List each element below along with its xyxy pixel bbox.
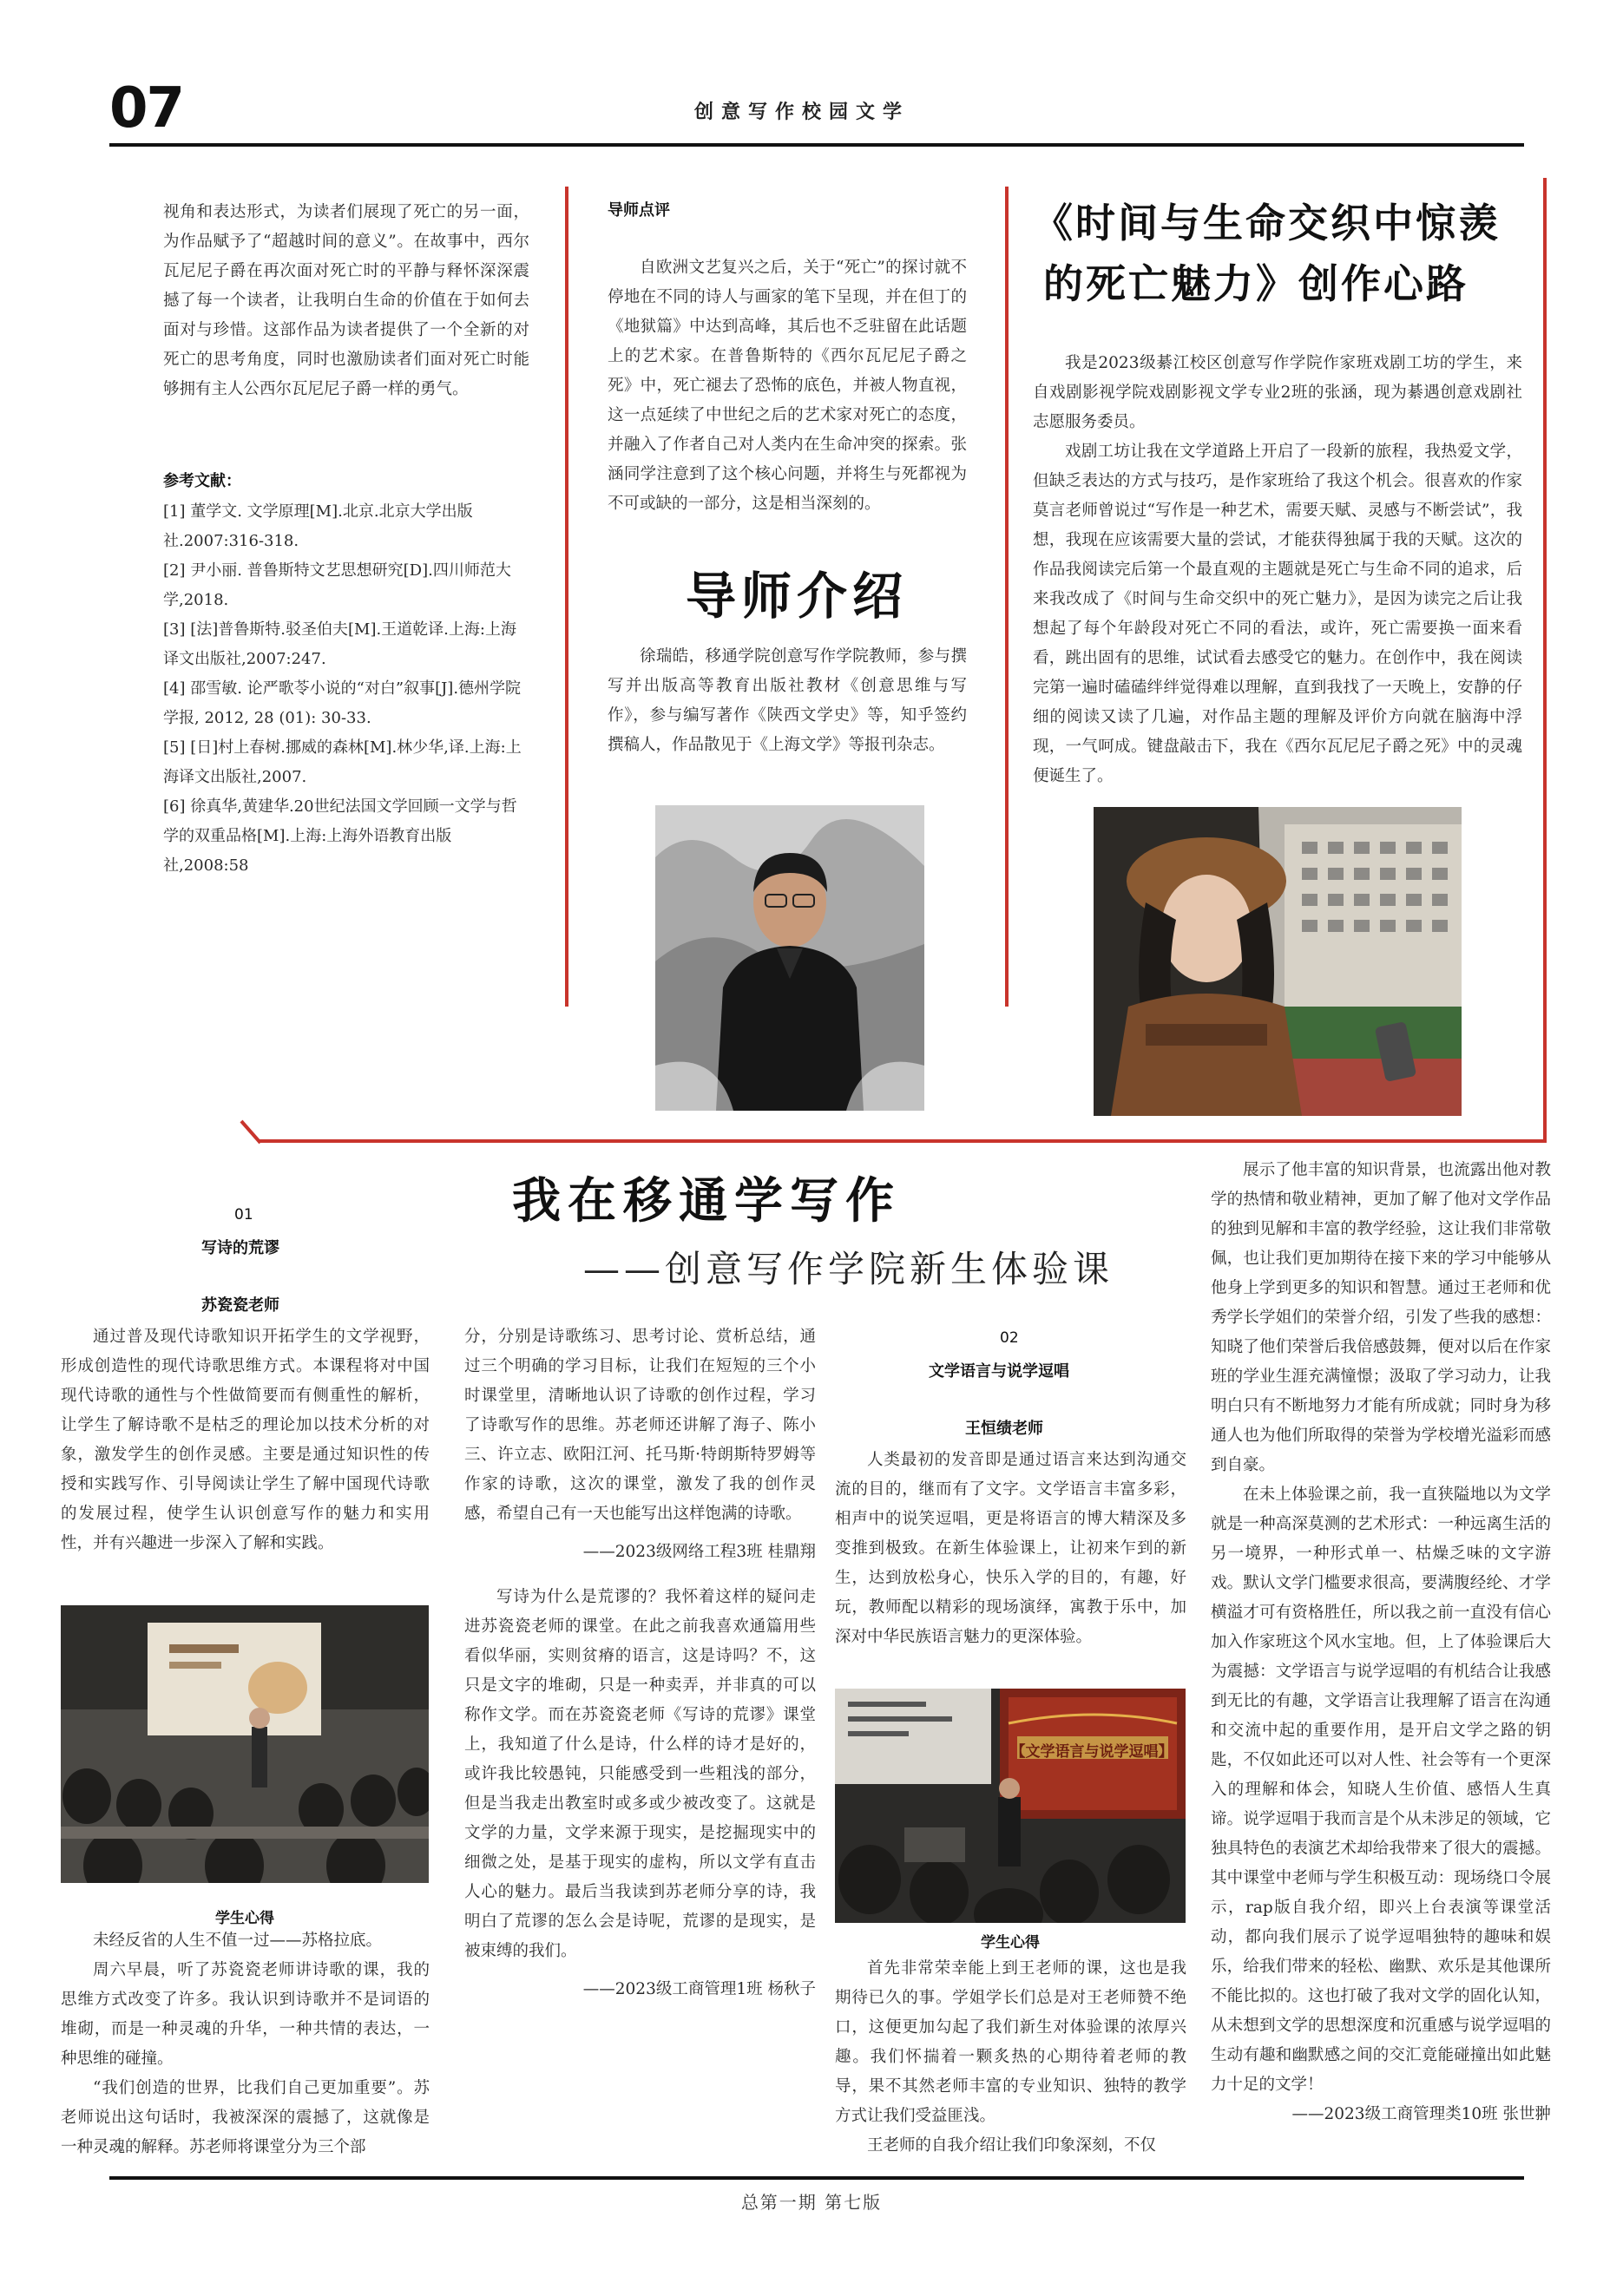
column4-paragraph: 展示了他丰富的知识背景，也流露出他对教学的热情和敬业精神，更加了解了他对文学作品的独到见解和丰富的教学经验，这让我们非常敬佩，也让我们更加期待在接下来的学习中能够从他身上学到更多的知识和智慧。通过王老师和优秀学长学姐们的荣誉介绍，引发了些我的感想：知晓了他们荣誉后我倍感鼓舞，便对以后在作家班的学业生涯充满憧憬；汲取了学习动力，让我明白只有不断地努力才能有所成就；同时身为移通人也为他们所取得的荣誉为学校增光溢彩而感到自豪。 [1211, 1161, 1551, 1474]
section2-paragraph: 人类最初的发音即是通过语言来达到沟通交流的目的，继而有了文字。文学语言丰富多彩，相声中的说笑逗唱，更是将语言的博大精深及多变推到极致。在新生体验课上，让初来乍到的新生，达到放松身心，快乐入学的目的，有趣，好玩，教师配以精彩的现场演绎，寓教于乐中，加深对中华民族语言魅力的更深体验。 [835, 1451, 1186, 1646]
reference-item: [1] 董学文. 文学原理[M].北京.北京大学出版社.2007:316-318. [163, 502, 473, 550]
section1-number: 01 [234, 1206, 253, 1223]
mentor-intro-text: 徐瑞皓，移通学院创意写作学院教师，参与撰写并出版高等教育出版社教材《创意思维与写作》，参与编写著作《陕西文学史》等，知乎签约撰稿人，作品散见于《上海文学》等报刊杂志。 [608, 647, 967, 754]
column2-paragraph: 写诗为什么是荒谬的？我怀着这样的疑问走进苏瓷瓷老师的课堂。在此之前我喜欢通篇用些看似华丽，实则贫瘠的语言，这是诗吗？不，这只是文字的堆砌，只是一种卖弄，并非真的可以称作文学。而在苏瓷瓷老师《写诗的荒谬》课堂上，我知道了什么是诗，什么样的诗才是好的，或许我比较愚钝，只能感受到一些粗浅的部分，但是当我走出教室时或多或少被改变了。这就是文学的力量，文学来源于现实，是挖掘现实中的细微之处，是基于现实的虚构，所以文学有直击人心的魅力。最后当我读到苏老师分享的诗，我明白了荒谬的怎么会是诗呢，荒谬的是现实，是被束缚的我们。 [464, 1588, 816, 1960]
col1-paragraph: 视角和表达形式，为读者们展现了死亡的另一面，为作品赋予了“超越时间的意义”。在故事中，西尔瓦尼尼子爵在再次面对死亡时的平静与释怀深深震撼了每一个读者，让我明白生命的价值在于如何去面对与珍惜。这部作品为读者提供了一个全新的对死亡的思考角度，同时也激励读者们面对死亡时能够拥有主人公西尔瓦尼尼子爵一样的勇气。 [163, 203, 529, 398]
article-paragraph: 我是2023级綦江校区创意写作学院作家班戏剧工坊的学生，来自戏剧影视学院戏剧影视文学专业2班的张涵，现为綦遇创意戏剧社志愿服务委员。 [1033, 354, 1522, 431]
section2-photo-caption: 学生心得 [981, 1934, 1040, 1952]
top-col1-text [163, 198, 529, 404]
reference-item: [5] [日]村上春树.挪威的森林[M].林少华,译.上海:上海译文出版社,2007. [163, 738, 522, 786]
mentor-photo [655, 805, 924, 1111]
column4-paragraph: 在未上体验课之前，我一直狭隘地以为文学就是一种高深莫测的艺术形式：一种远离生活的另一境界，一种形式单一、枯燥乏味的文字游戏。默认文学门槛要求很高，要满腹经纶、才学横溢才可有资格胜任，所以我之前一直没有信心加入作家班这个风水宝地。但，上了体验课后大为震撼：文学语言与说学逗唱的有机结合让我感到无比的有趣，文学语言让我理解了语言在沟通和交流中起的重要作用，是开启文学之路的钥匙，不仅如此还可以对人性、社会等有一个更深入的理解和体会，知晓人生价值、感悟人生真谛。说学逗唱于我而言是个从未涉足的领域，它独具特色的表演艺术却给我带来了很大的震撼。其中课堂中老师与学生积极互动：现场绕口令展示，rap版自我介绍，即兴上台表演等课堂活动，都向我们展示了说学逗唱独特的趣味和娱乐，给我们带来的轻松、幽默、欢乐是其他课所不能比拟的。这也打破了我对文学的固化认知，从未想到文学的思想深度和沉重感与说学逗唱的生动有趣和幽默感之间的交汇竟能碰撞出如此魅力十足的文学！ [1211, 1486, 1551, 2094]
subtitle: ——创意写作学院新生体验课 [583, 1248, 1114, 1290]
classroom-photo-1 [61, 1605, 429, 1883]
article-paragraph: 戏剧工坊让我在文学道路上开启了一段新的旅程，我热爱文学，但缺乏表达的方式与技巧，是作家班给了我这个机会。很喜欢的作家莫言老师曾说过“写作是一种艺术，需要天赋、灵感与不断尝试”，我想，我现在应该需要大量的尝试，才能获得独属于我的天赋。这次的作品我阅读完后第一个最直观的主题就是死亡与生命不同的追求，后来我改成了《时间与生命交织中的死亡魅力》，是因为读完之后让我想起了每个年龄段对死亡不同的看法，或许，死亡需要换一面来看看，跳出固有的思维，试试看去感受它的魅力。在创作中，我在阅读完第一遍时磕磕绊绊觉得难以理解，直到我找了一天晚上，安静的仔细的阅读又读了几遍，对作品主题的理解及评价方向就在脑海中浮现，一气呵成。键盘敲击下，我在《西尔瓦尼尼子爵之死》中的灵魂便诞生了。 [1033, 443, 1522, 785]
footer-text: 总第一期 第七版 [740, 2192, 883, 2213]
section1-quote: 未经反省的人生不值一过——苏格拉底。 [93, 1932, 383, 1950]
section1-reflections [61, 1926, 430, 2162]
mentor-intro-title: 导师介绍 [686, 567, 909, 626]
mentor-comment [608, 253, 967, 519]
main-title: 我在移通学写作 [512, 1172, 901, 1230]
article-title-line1: 《时间与生命交织中惊羡 [1033, 200, 1501, 246]
article-frame-left [1005, 187, 1009, 1007]
section1-photo-caption: 学生心得 [215, 1910, 274, 1927]
column2-paragraph: 分，分别是诗歌练习、思考讨论、赏析总结，通过三个明确的学习目标，让我们在短短的三个小时课堂里，清晰地认识了诗歌的创作过程，学习了诗歌写作的思维。苏老师还讲解了海子、陈小三、许立志、欧阳江河、托马斯·特朗斯特罗姆等作家的诗歌，这次的课堂，激发了我的创作灵感，希望自己有一天也能写出这样饱满的诗歌。 [464, 1328, 816, 1523]
section1-intro [61, 1322, 430, 1558]
section2-photo-screen-text: 【文学语言与说学逗唱】 [1010, 1743, 1173, 1761]
section2-reflection: 王老师的自我介绍让我们印象深刻，不仅 [867, 2136, 1157, 2155]
classroom-photo-2 [835, 1689, 1186, 1923]
divider-line [565, 187, 568, 1007]
reference-item: [2] 尹小丽. 普鲁斯特文艺思想研究[D].四川师范大学,2018. [163, 561, 511, 609]
article-frame-bottom [259, 1139, 1547, 1143]
section1-paragraph: 通过普及现代诗歌知识开拓学生的文学视野，形成创造性的现代诗歌思维方式。本课程将对中国现代诗歌的通性与个性做简要而有侧重性的解析，让学生了解诗歌不是枯乏的理论加以技术分析的对象，激发学生的创作灵感。主要是通过知识性的传授和实践写作、引导阅读让学生了解中国现代诗歌的发展过程，使学生认识创意写作的魅力和实用性，并有兴趣进一步深入了解和实践。 [61, 1328, 430, 1552]
section2-number: 02 [1000, 1329, 1019, 1347]
section2-intro [835, 1446, 1186, 1652]
references-list [163, 497, 529, 881]
column4-text [1211, 1156, 1551, 2129]
page-number: 07 [109, 76, 184, 141]
references-title: 参考文献： [163, 472, 241, 490]
column4-signature: ——2023级工商管理类10班 张世翀 [1291, 2105, 1551, 2123]
header-title: 创意写作校园文学 [694, 102, 910, 123]
reference-item: [6] 徐真华,黄建华.20世纪法国文学回顾一文学与哲学的双重品格[M].上海:上海外语教育出版社,2008:58 [163, 797, 517, 875]
mentor-comment-title: 导师点评 [608, 201, 670, 220]
reference-item: [3] [法]普鲁斯特.驳圣伯夫[M].王道乾译.上海:上海译文出版社,2007:247. [163, 620, 516, 668]
footer-rule [109, 2176, 1524, 2180]
section2-reflection: 首先非常荣幸能上到王老师的课，这也是我期待已久的事。学姐学长们总是对王老师赞不绝口，这便更加勾起了我们新生对体验课的浓厚兴趣。我们怀揣着一颗炙热的心期待着老师的教导，果不其然老师丰富的专业知识、独特的教学方式让我们受益匪浅。 [835, 1959, 1186, 2125]
section1-reflection: “我们创造的世界，比我们自己更加重要”。苏老师说出这句话时，我被深深的震撼了，这就像是一种灵魂的解释。苏老师将课堂分为三个部 [61, 2079, 430, 2156]
reference-item: [4] 邵雪敏. 论严歌苓小说的“对白”叙事[J].德州学院学报, 2012, 28 (01): 30-33. [163, 679, 522, 727]
article-title-line2: 的死亡魅力》创作心路 [1043, 260, 1469, 307]
section1-reflection: 周六早晨，听了苏瓷瓷老师讲诗歌的课，我的思维方式改变了许多。我认识到诗歌并不是词语的堆砌，而是一种灵魂的升华，一种共情的表达，一种思维的碰撞。 [61, 1961, 430, 2068]
section1-title: 写诗的荒谬 [201, 1239, 279, 1257]
mentor-intro [608, 642, 967, 760]
article-frame-corner [236, 1118, 271, 1145]
header-rule [109, 143, 1524, 147]
article-body [1033, 349, 1522, 791]
article-title [1033, 193, 1519, 314]
column2-text [464, 1322, 816, 2004]
column2-signature: ——2023级工商管理1班 杨秋子 [582, 1980, 816, 1998]
student-photo [1094, 807, 1462, 1116]
column2-signature: ——2023级网络工程3班 桂鼎翔 [582, 1543, 816, 1561]
section2-teacher: 王恒绩老师 [965, 1420, 1043, 1438]
mentor-comment-text: 自欧洲文艺复兴之后，关于“死亡”的探讨就不停地在不同的诗人与画家的笔下呈现，并在但丁的《地狱篇》中达到高峰，其后也不乏驻留在此话题上的艺术家。在普鲁斯特的《西尔瓦尼尼子爵之死》中，死亡褪去了恐怖的底色，并被人物直视，这一点延续了中世纪之后的艺术家对死亡的态度，并融入了作者自己对人类内在生命冲突的探索。张涵同学注意到了这个核心问题，并将生与死都视为不可或缺的一部分，这是相当深刻的。 [608, 259, 967, 513]
section1-teacher: 苏瓷瓷老师 [201, 1296, 279, 1315]
section2-reflections [835, 1954, 1186, 2161]
article-frame-right [1543, 178, 1547, 1143]
section2-title: 文学语言与说学逗唱 [929, 1362, 1069, 1381]
